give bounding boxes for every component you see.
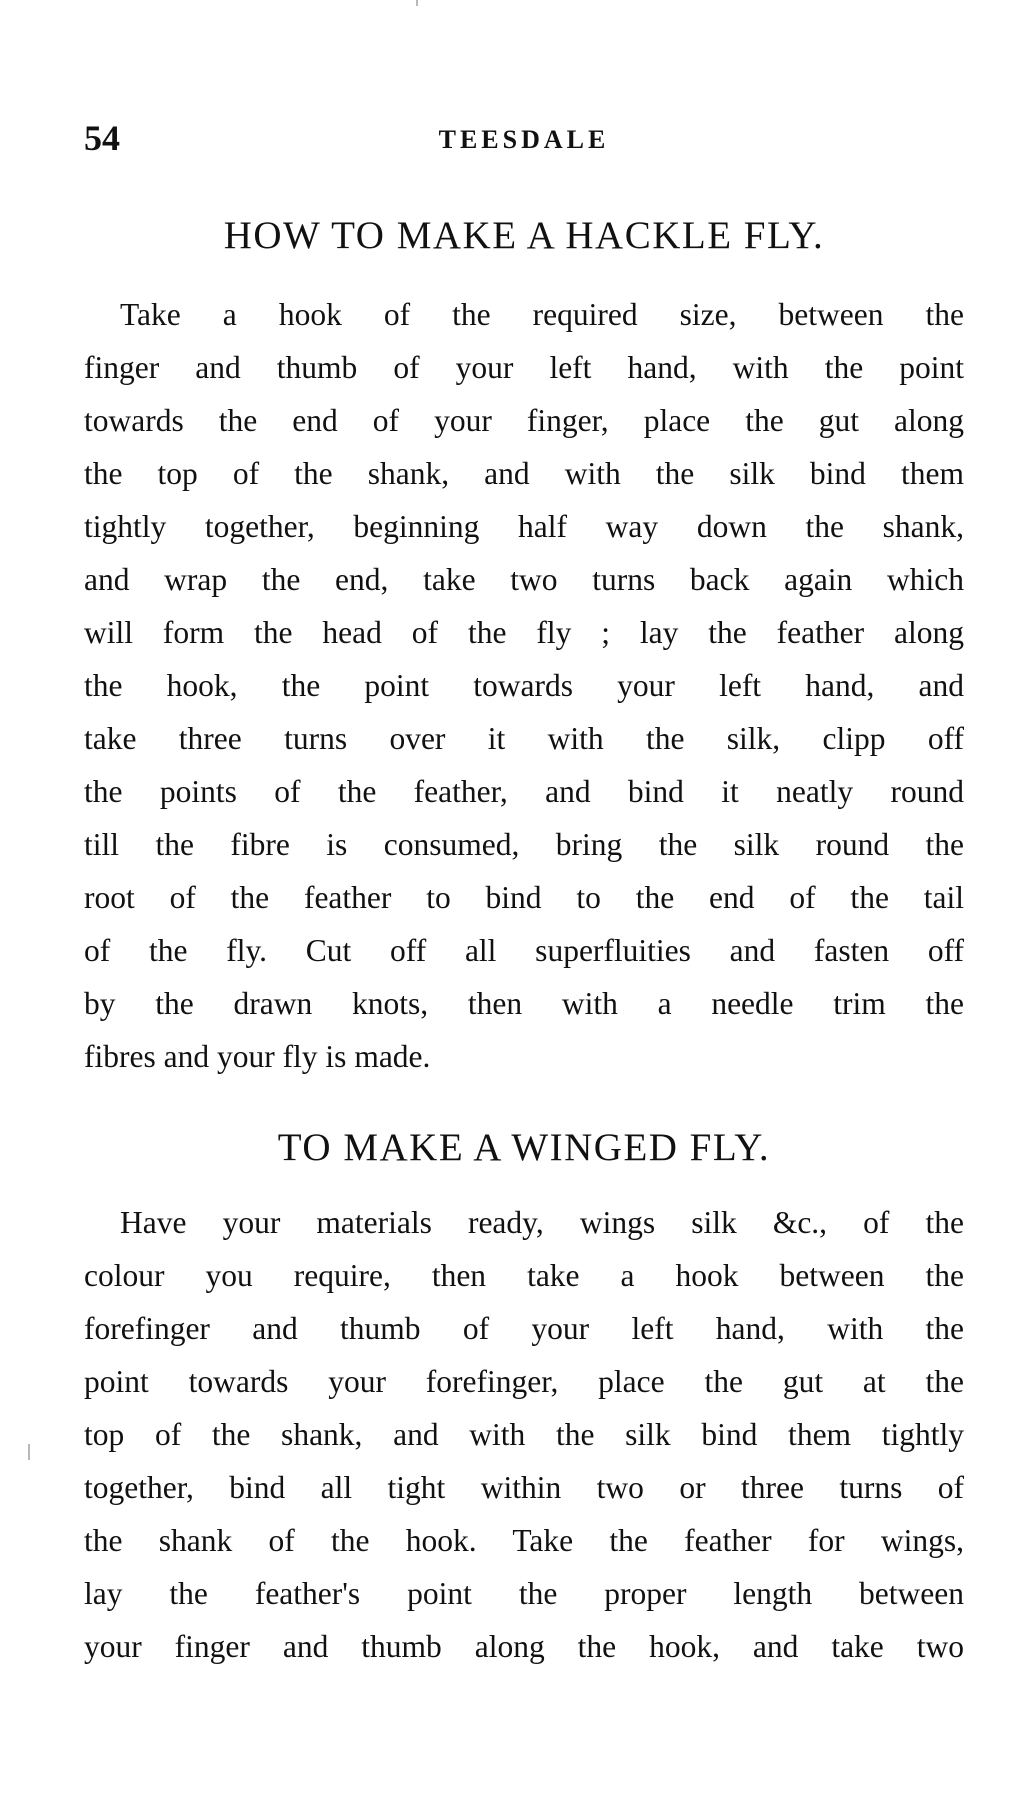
- text-line: and wrap the end, take two turns back again which: [84, 562, 964, 597]
- text-line: will form the head of the fly ; lay the feather along: [84, 615, 964, 650]
- text-line: of the fly. Cut off all superfluities and fasten off: [84, 933, 964, 968]
- page-number: 54: [84, 118, 120, 158]
- paper-fleck: [416, 0, 418, 6]
- text-line: the hook, the point towards your left hand, and: [84, 668, 964, 703]
- section-heading-hackle-fly: HOW TO MAKE A HACKLE FLY.: [223, 214, 825, 257]
- text-line: take three turns over it with the silk, clipp off: [84, 721, 964, 756]
- text-line: your finger and thumb along the hook, and take two: [84, 1629, 964, 1664]
- text-line: together, bind all tight within two or three turns of: [84, 1470, 964, 1505]
- text-line: the top of the shank, and with the silk bind them: [84, 456, 964, 491]
- text-line: point towards your forefinger, place the gut at the: [84, 1364, 964, 1399]
- text-line: towards the end of your finger, place the gut along: [84, 403, 964, 438]
- running-head: [84, 118, 964, 158]
- paper-fleck: [28, 1444, 30, 1460]
- running-title: TEESDALE: [438, 125, 610, 154]
- text-line: forefinger and thumb of your left hand, with the: [84, 1311, 964, 1346]
- text-line: root of the feather to bind to the end of the tail: [84, 880, 964, 915]
- section-heading-winged-fly: TO MAKE A WINGED FLY.: [277, 1126, 771, 1169]
- text-line: finger and thumb of your left hand, with the point: [84, 350, 964, 385]
- text-line: till the fibre is consumed, bring the silk round the: [84, 827, 964, 862]
- text-line: the shank of the hook. Take the feather for wings,: [84, 1523, 964, 1558]
- text-line: Have your materials ready, wings silk &c., of the: [120, 1205, 964, 1240]
- text-line: fibres and your fly is made.: [84, 1039, 431, 1074]
- text-line: the points of the feather, and bind it neatly round: [84, 774, 964, 809]
- text-line: colour you require, then take a hook between the: [84, 1258, 964, 1293]
- text-line: by the drawn knots, then with a needle trim the: [84, 986, 964, 1021]
- paragraph-hackle-fly: [84, 288, 964, 1083]
- text-line: Take a hook of the required size, between the: [120, 297, 964, 332]
- paragraph-winged-fly: [84, 1196, 964, 1673]
- text-line: top of the shank, and with the silk bind them tightly: [84, 1417, 964, 1452]
- text-line: tightly together, beginning half way down the shank,: [84, 509, 964, 544]
- text-line: lay the feather's point the proper length between: [84, 1576, 964, 1611]
